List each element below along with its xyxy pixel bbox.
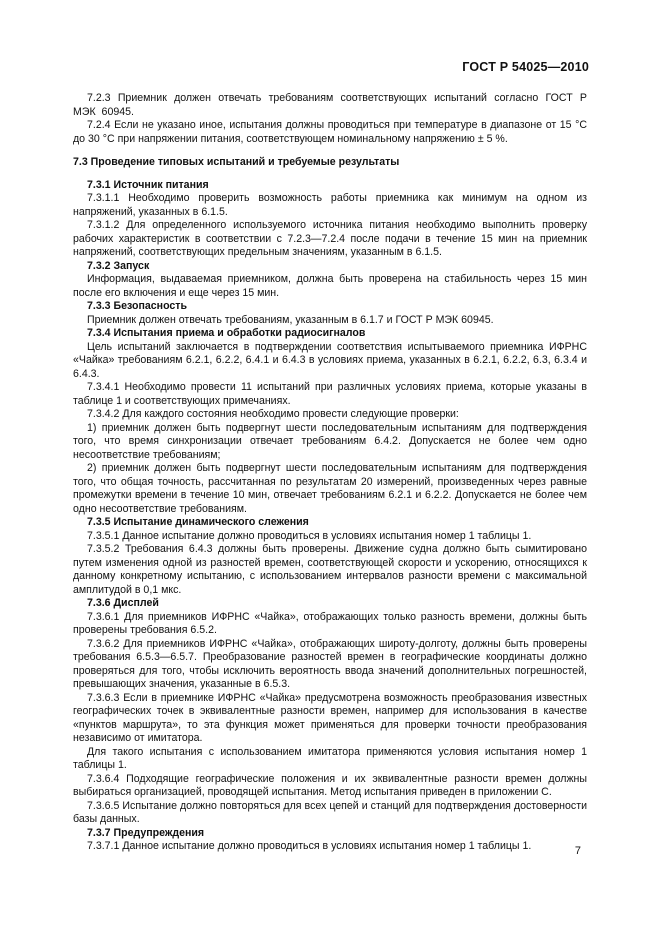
- paragraph: 7.3.6.4 Подходящие географические положения и их эквивалентные разности времен должны выбираться организацией, проводящей испытания. Метод испытания приведен в приложении С.: [73, 772, 587, 798]
- subsection-heading: 7.3.2 Запуск: [87, 259, 150, 272]
- paragraph: Информация, выдаваемая приемником, должна быть проверена на стабильность через 15 мин после его включения и еще через 15 мин.: [73, 273, 587, 299]
- document-body: [73, 92, 587, 854]
- paragraph: 7.3.4.2 Для каждого состояния необходимо провести следующие проверки:: [87, 408, 459, 420]
- subsection-heading: 7.3.6 Дисплей: [87, 597, 159, 609]
- subsection-heading: 7.3.5 Испытание динамического слежения: [87, 516, 309, 528]
- list-item: 2) приемник должен быть подвергнут шести последовательным испытаниям для подтверждения того, что общая точность, рассчитанная по результатам 20 измерений, произведенных через равные промежутки времени в течение 10 мин, отвечает требованиям 6.2.1 и 6.2.2. Допускается не более чем одно несоответствие требованиям.: [73, 462, 587, 515]
- paragraph: 7.3.5.1 Данное испытание должно проводиться в условиях испытания номер 1 таблицы 1.: [87, 529, 532, 542]
- paragraph: Приемник должен отвечать требованиям, указанным в 6.1.7 и ГОСТ Р МЭК 60945.: [87, 313, 494, 326]
- section-heading: 7.3 Проведение типовых испытаний и требуемые результаты: [73, 156, 400, 168]
- subsection-heading: 7.3.4 Испытания приема и обработки радиосигналов: [87, 327, 366, 339]
- paragraph: 7.3.6.5 Испытание должно повторяться для всех цепей и станций для подтверждения достоверности базы данных.: [73, 799, 587, 825]
- paragraph: 7.2.3 Приемник должен отвечать требованиям соответствующих испытаний согласно ГОСТ Р МЭК 60945.: [73, 92, 587, 118]
- page-number: 7: [574, 845, 581, 857]
- paragraph: 7.3.7.1 Данное испытание должно проводиться в условиях испытания номер 1 таблицы 1.: [87, 840, 532, 852]
- subsection-heading: 7.3.3 Безопасность: [87, 300, 187, 312]
- subsection-heading: 7.3.1 Источник питания: [87, 178, 209, 191]
- paragraph: 7.3.1.1 Необходимо проверить возможность работы приемника как минимум на одном из напряжений, указанных в 6.1.5.: [73, 192, 587, 218]
- paragraph: 7.3.6.2 Для приемников ИФРНС «Чайка», отображающих широту-долготу, должны быть проверены требования 6.5.3—6.5.7. Преобразование разностей времен в географические координаты должно проверяться для того, чтобы исключить вероятность ввода значений дополнительных погрешностей, превышающих значения, указанные в 6.5.3.: [73, 637, 587, 690]
- paragraph: 7.2.4 Если не указано иное, испытания должны проводиться при температуре в диапазоне от 15 °С до 30 °С при напряжении питания, соответствующем номинальному напряжению ± 5 %.: [73, 119, 587, 145]
- paragraph: 7.3.6.1 Для приемников ИФРНС «Чайка», отображающих только разность времени, должны быть проверены требования 6.5.2.: [73, 610, 587, 636]
- paragraph: Цель испытаний заключается в подтверждении соответствия испытываемого приемника ИФРНС «Чайка» требованиям 6.2.1, 6.2.2, 6.4.1 и 6.4.3 в условиях приема, указанных в 6.2.1, 6.2.2, 6.3, 6.3.4 и 6.4.3.: [73, 340, 587, 380]
- paragraph: Для такого испытания с использованием имитатора применяются условия испытания номер 1 таблицы 1.: [73, 745, 587, 771]
- paragraph: 7.3.1.2 Для определенного используемого источника питания необходимо выполнить проверку рабочих характеристик в соответствии с 7.2.3—7.2.4 после подачи в течение 15 мин на приемник напряжений, соответствующих предельным значениям, указанным в 6.1.5.: [73, 219, 587, 258]
- paragraph: 7.3.5.2 Требования 6.4.3 должны быть проверены. Движение судна должно быть сымитировано путем изменения одной из разностей времен, соответствующей скорости и ускорению, относящихся к данному конкретному испытанию, с использованием интервалов разности времени с максимальной амплитудой в 0,1 мкс.: [73, 543, 587, 596]
- paragraph: 7.3.6.3 Если в приемнике ИФРНС «Чайка» предусмотрена возможность преобразования известных географических точек в эквивалентные разности времен, например для использования в качестве «пунктов маршрута», то эта функция может применяться для проверки точности преобразования независимо от имитатора.: [73, 691, 587, 744]
- paragraph: 7.3.4.1 Необходимо провести 11 испытаний при различных условиях приема, которые указаны в таблице 1 и соответствующих примечаниях.: [73, 381, 587, 407]
- subsection-heading: 7.3.7 Предупреждения: [87, 826, 205, 839]
- standard-number: ГОСТ Р 54025—2010: [462, 60, 589, 74]
- list-item: 1) приемник должен быть подвергнут шести последовательным испытаниям для подтверждения того, что время синхронизации отвечает требованиям 6.4.2. Допускается не более чем одно несоответствие требованиям;: [73, 421, 587, 461]
